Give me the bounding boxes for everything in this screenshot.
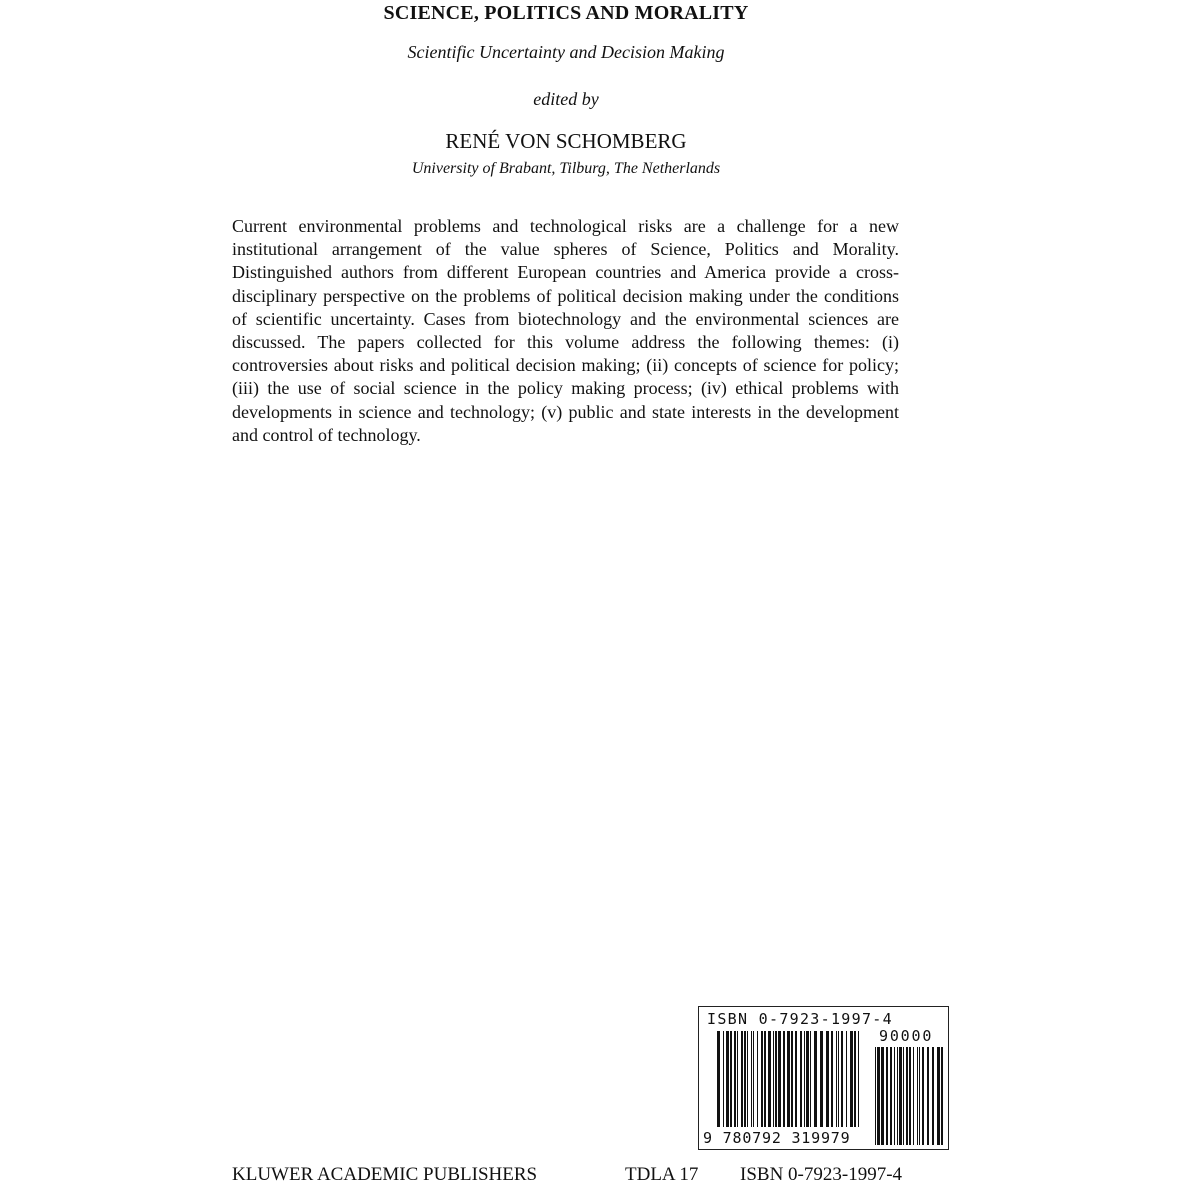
barcode-bar <box>751 1031 752 1127</box>
barcode-bar <box>917 1047 918 1145</box>
edited-by-label: edited by <box>533 89 599 109</box>
barcode-bar <box>903 1047 904 1145</box>
barcode-bar <box>814 1031 817 1127</box>
barcode-bar <box>838 1031 839 1127</box>
barcode-bar <box>890 1047 892 1145</box>
barcode-bar <box>787 1031 790 1127</box>
book-subtitle: Scientific Uncertainty and Decision Making <box>407 42 725 62</box>
isbn-barcode <box>698 1006 949 1150</box>
barcode-bar <box>795 1031 797 1127</box>
barcode-bar <box>922 1047 924 1145</box>
barcode-bar <box>937 1047 940 1145</box>
barcode-bar <box>886 1047 888 1145</box>
barcode-bar <box>737 1031 738 1127</box>
barcode-bar <box>730 1031 732 1127</box>
barcode-bar <box>778 1031 781 1127</box>
barcode-bar <box>826 1031 829 1127</box>
barcode-bar <box>854 1031 856 1127</box>
barcode-bar <box>919 1047 920 1145</box>
barcode-bar <box>761 1031 763 1127</box>
barcode-bar <box>773 1031 774 1127</box>
barcode-bar <box>791 1031 793 1127</box>
publisher-name: KLUWER ACADEMIC PUBLISHERS <box>232 1164 538 1185</box>
barcode-bar <box>764 1031 766 1127</box>
barcode-bar <box>820 1031 823 1127</box>
barcode-bar <box>744 1031 746 1127</box>
barcode-bar <box>932 1047 934 1145</box>
barcode-bar <box>906 1047 908 1145</box>
barcode-bar <box>836 1031 837 1127</box>
barcode-bar <box>768 1031 771 1127</box>
book-title: SCIENCE, POLITICS AND MORALITY <box>383 2 749 24</box>
barcode-bar <box>897 1047 898 1145</box>
barcode-bar <box>804 1031 805 1127</box>
series-number: TDLA 17 <box>625 1164 699 1185</box>
barcode-bar <box>747 1031 748 1127</box>
barcode-bar <box>846 1031 847 1127</box>
barcode-bar <box>894 1047 895 1145</box>
barcode-ean-digits: 9 780792 319979 <box>703 1129 851 1147</box>
barcode-bar <box>941 1047 943 1145</box>
barcode-bar <box>806 1031 809 1127</box>
barcode-bar <box>783 1031 785 1127</box>
barcode-bar <box>841 1031 843 1127</box>
editor-affiliation: University of Brabant, Tilburg, The Netherlands <box>411 160 721 177</box>
barcode-addon-digits: 90000 <box>879 1027 934 1045</box>
barcode-bar <box>909 1047 911 1145</box>
barcode-bar <box>717 1031 720 1127</box>
footer-isbn: ISBN 0-7923-1997-4 <box>740 1164 903 1185</box>
barcode-bar <box>831 1031 833 1127</box>
barcode-isbn-label: ISBN 0-7923-1997-4 <box>707 1010 893 1028</box>
barcode-bar <box>800 1031 802 1127</box>
barcode-bar <box>810 1031 811 1127</box>
barcode-bar <box>913 1047 914 1145</box>
barcode-bar <box>881 1047 884 1145</box>
book-abstract: Current environmental problems and technological risks are a challenge for a new institutional arrangement of the value spheres of Science, Politics and Morality. Distinguished authors from different European countries and America provide a cross-disciplinary perspective on the problems of political decision making under the conditions of scientific uncertainty. Cases from biotechnology and the environmental sciences are discussed. The papers collected for this volume address the following themes: (i) controversies about risks and political decision making; (ii) concepts of science for policy; (iii) the use of social science in the policy making process; (iv) ethical problems with developments in science and technology; (v) public and state interests in the development and control of technology. <box>232 216 899 445</box>
barcode-bar <box>734 1031 736 1127</box>
barcode-bar <box>726 1031 729 1127</box>
barcode-bar <box>875 1047 876 1145</box>
barcode-bar <box>723 1031 724 1127</box>
barcode-bar <box>877 1047 880 1145</box>
editor-name: RENÉ VON SCHOMBERG <box>445 129 687 153</box>
barcode-bar <box>850 1031 853 1127</box>
barcode-bar <box>757 1031 758 1127</box>
barcode-bar <box>753 1031 754 1127</box>
barcode-bar <box>741 1031 743 1127</box>
barcode-bar <box>927 1047 929 1145</box>
barcode-bar <box>858 1031 859 1127</box>
barcode-bar <box>775 1031 777 1127</box>
barcode-bar <box>899 1047 902 1145</box>
